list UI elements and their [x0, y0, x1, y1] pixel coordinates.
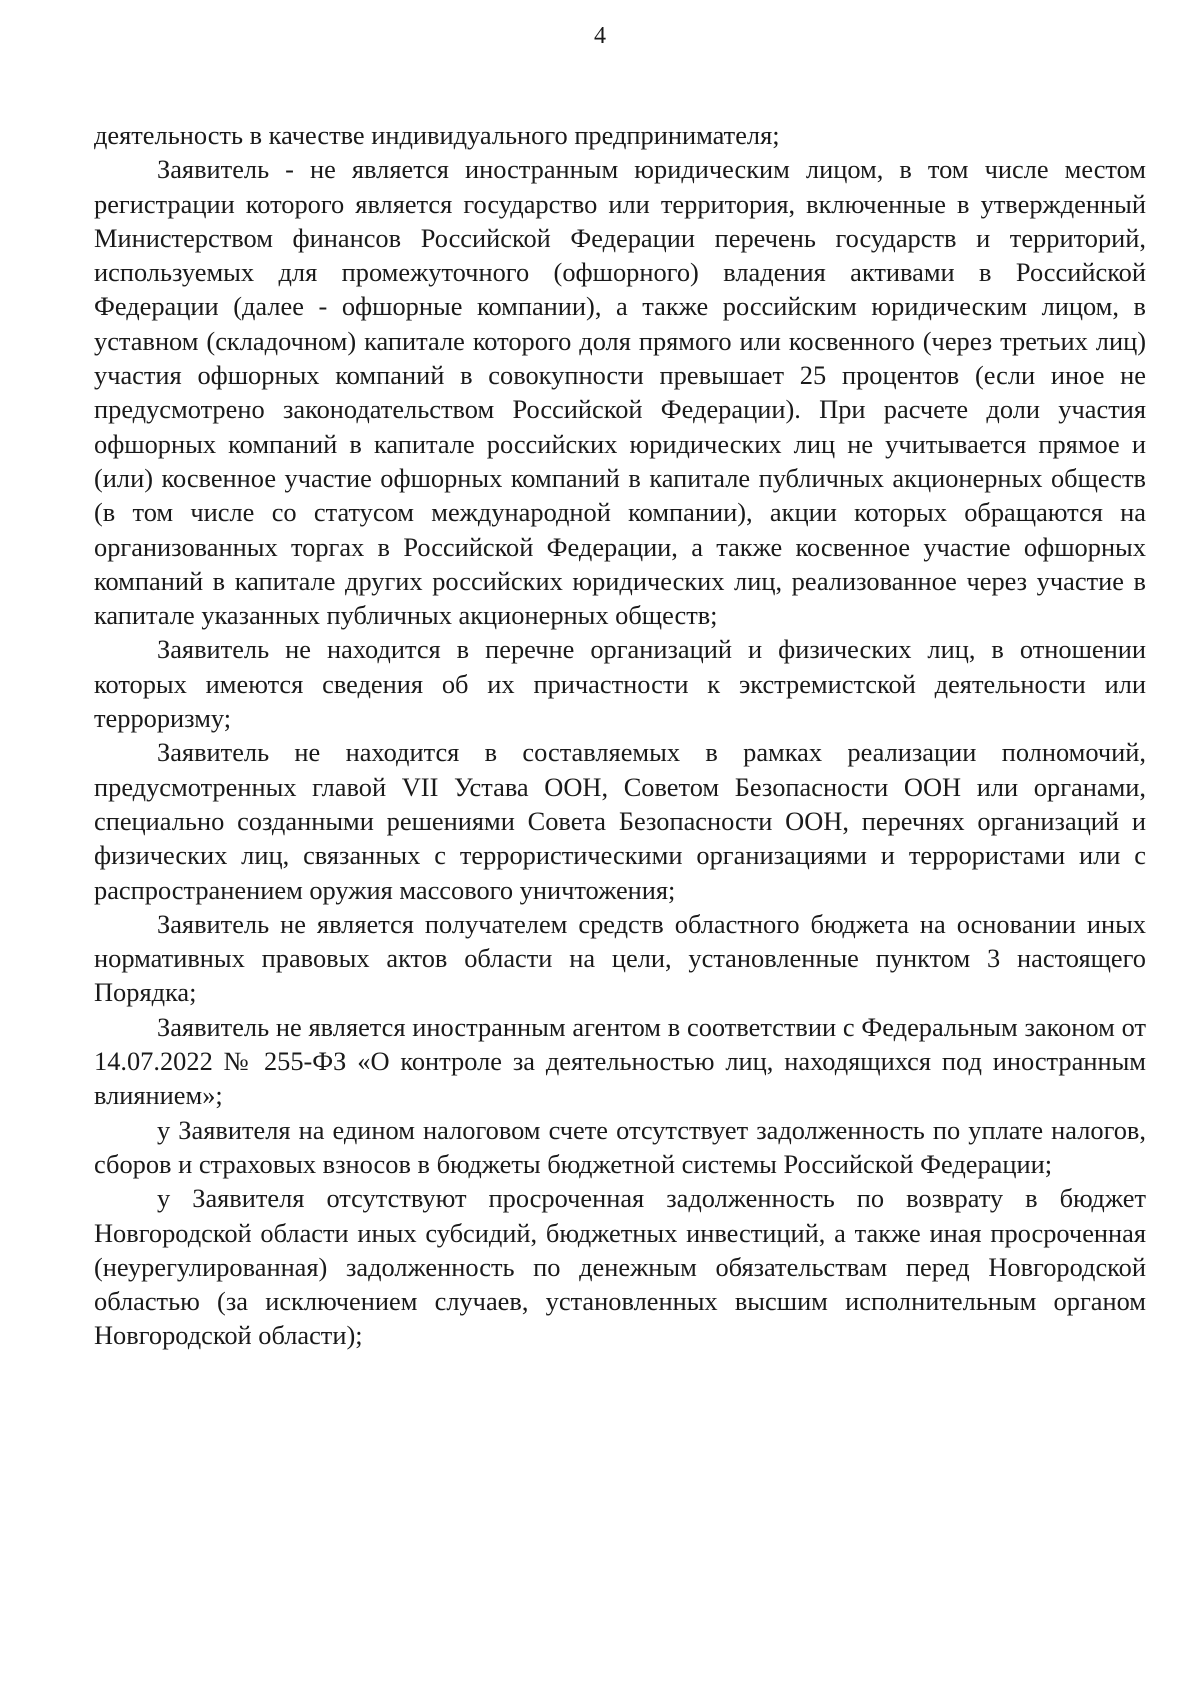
paragraph-foreign-agent: Заявитель не является иностранным агентом в соответствии с Федеральным законом от 14.07.2022 № 255-ФЗ «О контроле за деятельностью лиц, находящихся под иностранным влиянием»; — [94, 1011, 1146, 1111]
page-number: 4 — [594, 23, 606, 49]
paragraph-un-sanctions-list: Заявитель не находится в составляемых в рамках реализации полномочий, предусмотренных главой VII Устава ООН, Советом Безопасности ООН или органами, специально созданными решениями Совета Безопасности ООН, перечнях организаций и физических лиц, связанных с террористическими организациями и террористами или с распространением оружия массового уничтожения; — [94, 737, 1146, 905]
paragraph-overdue-debt: у Заявителя отсутствуют просроченная задолженность по возврату в бюджет Новгородской области иных субсидий, бюджетных инвестиций, а также иная просроченная (неурегулированная) задолженность по денежным обязательствам перед Новгородской областью (за исключением случаев, установленных высшим исполнительным органом Новгородской области); — [94, 1183, 1146, 1351]
paragraph-budget-recipient: Заявитель не является получателем средств областного бюджета на основании иных нормативных правовых актов области на цели, установленные пунктом 3 настоящего Порядка; — [94, 908, 1146, 1008]
paragraph-tax-debt: у Заявителя на едином налоговом счете отсутствует задолженность по уплате налогов, сборов и страховых взносов в бюджеты бюджетной системы Российской Федерации; — [94, 1114, 1146, 1179]
paragraph-offshore-status: Заявитель - не является иностранным юридическим лицом, в том числе местом регистрации которого является государство или территория, включенные в утвержденный Министерством финансов Российской Федерации перечень государств и территорий, используемых для промежуточного (офшорного) владения активами в Российской Федерации (далее - офшорные компании), а также российским юридическим лицом, в уставном (складочном) капитале которого доля прямого или косвенного (через третьих лиц) участия офшорных компаний в совокупности превышает 25 процентов (если иное не предусмотрено законодательством Российской Федерации). При расчете доли участия офшорных компаний в капитале российских юридических лиц не учитывается прямое и (или) косвенное участие офшорных компаний в капитале публичных акционерных обществ (в том числе со статусом международной компании), акции которых обращаются на организованных торгах в Российской Федерации, а также косвенное участие офшорных компаний в капитале других российских юридических лиц, реализованное через участие в капитале указанных публичных акционерных обществ; — [94, 154, 1146, 631]
paragraph-extremism-list: Заявитель не находится в перечне организаций и физических лиц, в отношении которых имеются сведения об их причастности к экстремистской деятельности или терроризму; — [94, 634, 1146, 734]
document-body — [94, 118, 1146, 1353]
paragraph-continuation: деятельность в качестве индивидуального предпринимателя; — [94, 120, 780, 150]
